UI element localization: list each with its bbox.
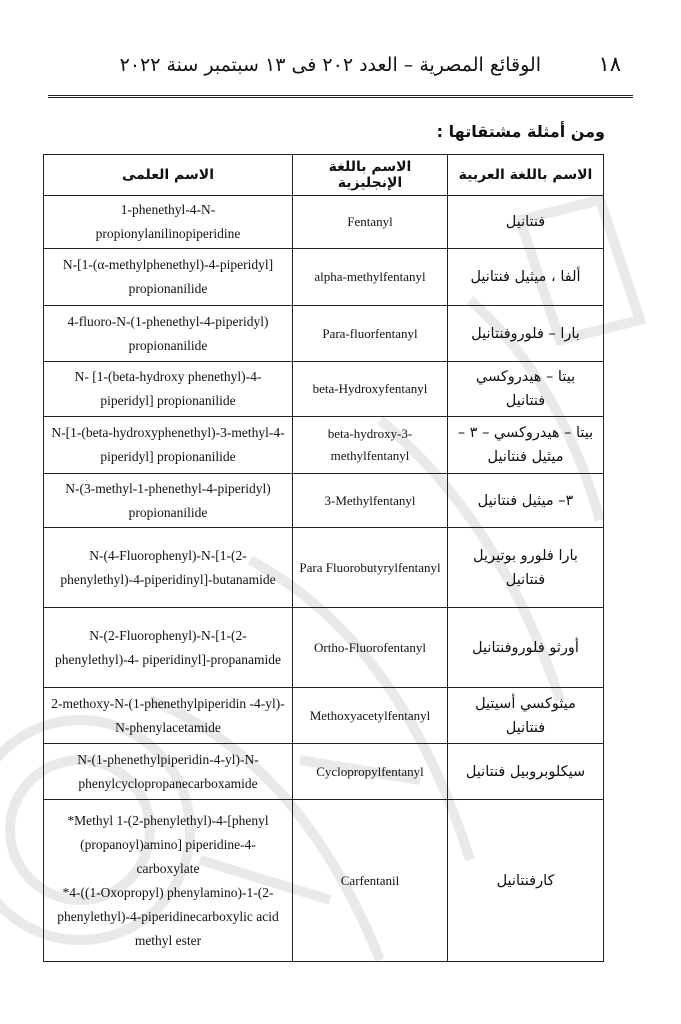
english-name: Methoxyacetylfentanyl <box>293 688 448 744</box>
table-row <box>44 417 604 474</box>
table-row <box>44 306 604 362</box>
gazette-title: الوقائع المصرية – العدد ٢٠٢ فى ١٣ سبتمبر سنة ٢٠٢٢ <box>119 54 541 76</box>
arabic-name: ألفا ، ميثيل فنتانيل <box>448 249 604 306</box>
table-row <box>44 362 604 417</box>
table-row <box>44 688 604 744</box>
scientific-name-line: *Methyl 1-(2-phenylethyl)-4-[phenyl (propanoyl)amino] piperidine-4-carboxylate <box>67 812 269 876</box>
english-name: Para-fluorfentanyl <box>293 306 448 362</box>
arabic-name: بارا فلورو بوتيريل فنتانيل <box>448 528 604 608</box>
scientific-name: N- [1-(beta-hydroxy phenethyl)-4-piperidyl] propionanilide <box>44 362 293 417</box>
table-row <box>44 608 604 688</box>
arabic-name: سيكلوبروبيل فنتانيل <box>448 744 604 800</box>
page-number: ١٨ <box>598 52 621 76</box>
arabic-name: ميثوكسي أسيتيل فنتانيل <box>448 688 604 744</box>
scientific-name: N-(1-phenethylpiperidin-4-yl)-N-phenylcyclopropanecarboxamide <box>44 744 293 800</box>
scientific-name: N-(3-methyl-1-phenethyl-4-piperidyl) propionanilide <box>44 474 293 528</box>
english-name: Ortho-Fluorofentanyl <box>293 608 448 688</box>
scientific-name: N-[1-(α-methylphenethyl)-4-piperidyl] propionanilide <box>44 249 293 306</box>
scientific-name: 4-fluoro-N-(1-phenethyl-4-piperidyl) propionanilide <box>44 306 293 362</box>
english-name: 3-Methylfentanyl <box>293 474 448 528</box>
table-row <box>44 196 604 249</box>
scientific-name: N-(2-Fluorophenyl)-N-[1-(2-phenylethyl)-4- piperidinyl]-propanamide <box>44 608 293 688</box>
scientific-name <box>44 800 293 962</box>
english-name: Cyclopropylfentanyl <box>293 744 448 800</box>
derivatives-table <box>43 154 604 962</box>
intro-heading: ومن أمثلة مشتقاتها : <box>436 122 605 141</box>
table-row <box>44 474 604 528</box>
table-row <box>44 744 604 800</box>
scientific-name: 2-methoxy-N-(1-phenethylpiperidin -4-yl)-N-phenylacetamide <box>44 688 293 744</box>
english-name: Fentanyl <box>293 196 448 249</box>
header-scientific: الاسم العلمى <box>44 155 293 196</box>
english-name: beta-Hydroxyfentanyl <box>293 362 448 417</box>
page-header <box>70 52 621 86</box>
scientific-name: N-(4-Fluorophenyl)-N-[1-(2-phenylethyl)-4-piperidinyl]-butanamide <box>44 528 293 608</box>
arabic-name: كارفنتانيل <box>448 800 604 962</box>
header-rule <box>48 95 633 98</box>
arabic-name: ٣– ميثيل فنتانيل <box>448 474 604 528</box>
header-arabic: الاسم باللغة العربية <box>448 155 604 196</box>
table-header-row <box>44 155 604 196</box>
table-row <box>44 528 604 608</box>
header-english: الاسم باللغة الإنجليزية <box>293 155 448 196</box>
scientific-name: N-[1-(beta-hydroxyphenethyl)-3-methyl-4-piperidyl] propionanilide <box>44 417 293 474</box>
scientific-name-line: *4-((1-Oxopropyl) phenylamino)-1-(2-phenylethyl)-4-piperidinecarboxylic acid methyl ester <box>57 884 279 948</box>
english-name: Carfentanil <box>293 800 448 962</box>
english-name: beta-hydroxy-3-methylfentanyl <box>293 417 448 474</box>
arabic-name: أورثو فلوروفنتانيل <box>448 608 604 688</box>
table-row <box>44 800 604 962</box>
scientific-name: 1-phenethyl-4-N-propionylanilinopiperidine <box>44 196 293 249</box>
arabic-name: بيتا – هيدروكسي – ٣ – ميثيل فنتانيل <box>448 417 604 474</box>
arabic-name: بيتا – هيدروكسي فنتانيل <box>448 362 604 417</box>
arabic-name: بارا – فلوروفنتانيل <box>448 306 604 362</box>
arabic-name: فنتانيل <box>448 196 604 249</box>
english-name: Para Fluorobutyrylfentanyl <box>293 528 448 608</box>
table-row <box>44 249 604 306</box>
english-name: alpha-methylfentanyl <box>293 249 448 306</box>
